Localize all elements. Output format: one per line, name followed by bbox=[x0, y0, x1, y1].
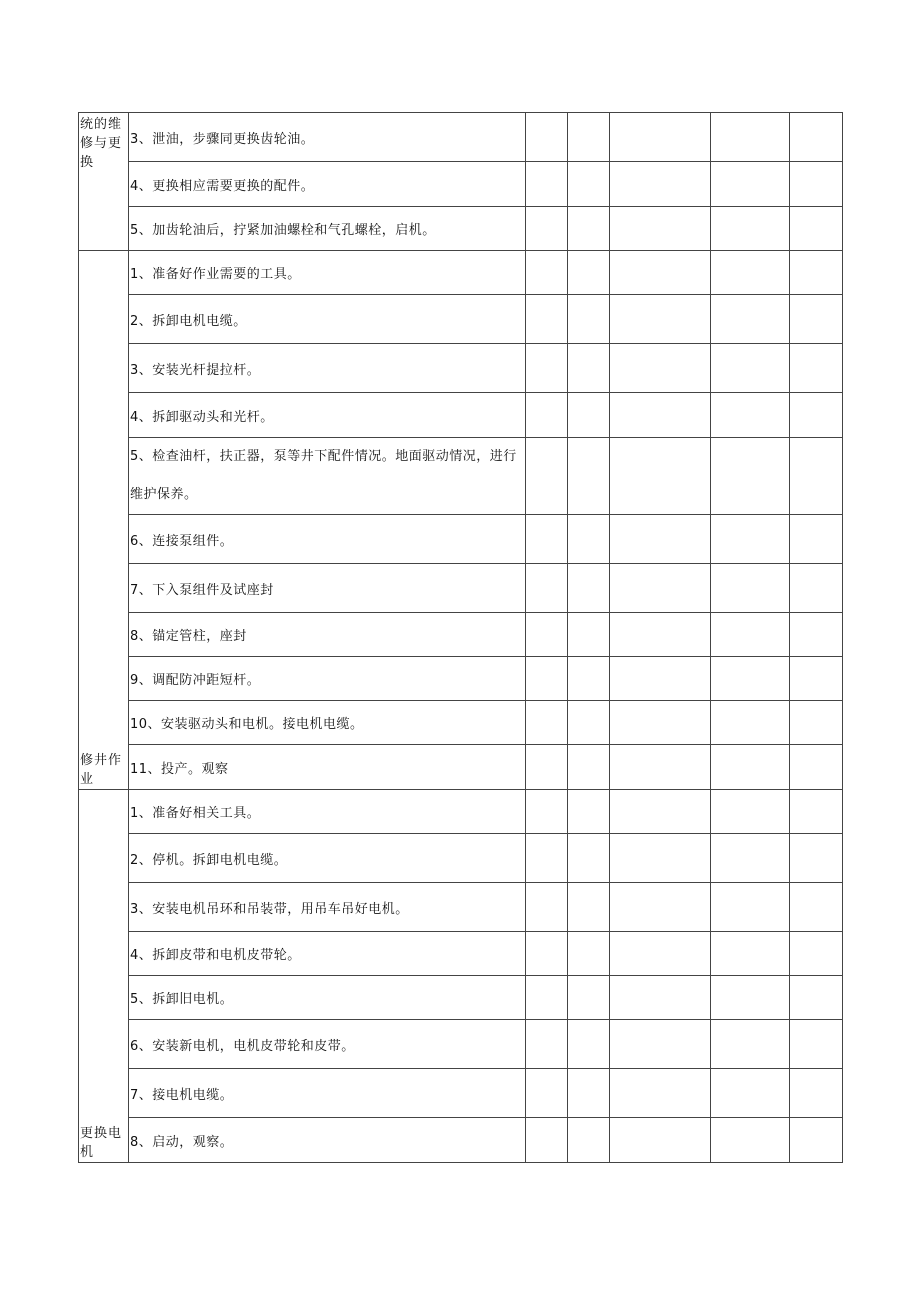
table-row bbox=[79, 251, 843, 295]
blank-cell bbox=[711, 393, 790, 438]
blank-cell bbox=[711, 251, 790, 295]
blank-cell bbox=[610, 1118, 711, 1163]
blank-cell bbox=[790, 883, 843, 932]
blank-cell bbox=[711, 438, 790, 515]
step-cell: 6、连接泵组件。 bbox=[129, 515, 526, 564]
blank-cell bbox=[526, 564, 568, 613]
blank-cell bbox=[610, 113, 711, 162]
blank-cell bbox=[526, 1020, 568, 1069]
blank-cell bbox=[568, 564, 610, 613]
blank-cell bbox=[711, 1020, 790, 1069]
blank-cell bbox=[711, 207, 790, 251]
table-row bbox=[79, 1118, 843, 1163]
step-cell: 4、拆卸皮带和电机皮带轮。 bbox=[129, 932, 526, 976]
table-row bbox=[79, 515, 843, 564]
table-row bbox=[79, 113, 843, 162]
step-cell: 5、加齿轮油后，拧紧加油螺栓和气孔螺栓，启机。 bbox=[129, 207, 526, 251]
blank-cell bbox=[711, 745, 790, 790]
blank-cell bbox=[610, 344, 711, 393]
blank-cell bbox=[610, 976, 711, 1020]
blank-cell bbox=[711, 1118, 790, 1163]
blank-cell bbox=[526, 613, 568, 657]
blank-cell bbox=[568, 1020, 610, 1069]
blank-cell bbox=[610, 745, 711, 790]
table-row bbox=[79, 438, 843, 515]
blank-cell bbox=[610, 515, 711, 564]
blank-cell bbox=[568, 1069, 610, 1118]
step-cell: 9、调配防冲距短杆。 bbox=[129, 657, 526, 701]
blank-cell bbox=[711, 790, 790, 834]
blank-cell bbox=[568, 207, 610, 251]
table-row bbox=[79, 162, 843, 207]
blank-cell bbox=[610, 564, 711, 613]
blank-cell bbox=[711, 1069, 790, 1118]
blank-cell bbox=[526, 515, 568, 564]
blank-cell bbox=[568, 438, 610, 515]
blank-cell bbox=[711, 515, 790, 564]
table-row bbox=[79, 1020, 843, 1069]
blank-cell bbox=[526, 932, 568, 976]
blank-cell bbox=[790, 344, 843, 393]
step-cell: 1、准备好相关工具。 bbox=[129, 790, 526, 834]
maintenance-procedure-table bbox=[78, 112, 843, 1163]
table-row bbox=[79, 701, 843, 745]
blank-cell bbox=[790, 1069, 843, 1118]
blank-cell bbox=[610, 701, 711, 745]
blank-cell bbox=[526, 701, 568, 745]
blank-cell bbox=[790, 295, 843, 344]
step-cell: 1、准备好作业需要的工具。 bbox=[129, 251, 526, 295]
blank-cell bbox=[790, 251, 843, 295]
blank-cell bbox=[790, 701, 843, 745]
step-cell: 8、锚定管柱，座封 bbox=[129, 613, 526, 657]
blank-cell bbox=[711, 162, 790, 207]
blank-cell bbox=[526, 1069, 568, 1118]
blank-cell bbox=[526, 344, 568, 393]
table-row bbox=[79, 295, 843, 344]
blank-cell bbox=[568, 393, 610, 438]
blank-cell bbox=[711, 657, 790, 701]
blank-cell bbox=[526, 834, 568, 883]
step-cell: 10、安装驱动头和电机。接电机电缆。 bbox=[129, 701, 526, 745]
blank-cell bbox=[790, 1020, 843, 1069]
blank-cell bbox=[610, 932, 711, 976]
table-row bbox=[79, 834, 843, 883]
blank-cell bbox=[790, 564, 843, 613]
blank-cell bbox=[610, 1069, 711, 1118]
blank-cell bbox=[568, 613, 610, 657]
step-cell: 7、下入泵组件及试座封 bbox=[129, 564, 526, 613]
blank-cell bbox=[526, 113, 568, 162]
blank-cell bbox=[526, 657, 568, 701]
blank-cell bbox=[526, 393, 568, 438]
step-cell: 4、更换相应需要更换的配件。 bbox=[129, 162, 526, 207]
step-cell: 3、泄油，步骤同更换齿轮油。 bbox=[129, 113, 526, 162]
step-cell: 4、拆卸驱动头和光杆。 bbox=[129, 393, 526, 438]
blank-cell bbox=[568, 834, 610, 883]
blank-cell bbox=[568, 515, 610, 564]
blank-cell bbox=[790, 207, 843, 251]
blank-cell bbox=[790, 613, 843, 657]
blank-cell bbox=[610, 207, 711, 251]
blank-cell bbox=[790, 976, 843, 1020]
blank-cell bbox=[711, 834, 790, 883]
blank-cell bbox=[711, 976, 790, 1020]
blank-cell bbox=[790, 657, 843, 701]
table-row bbox=[79, 393, 843, 438]
blank-cell bbox=[526, 976, 568, 1020]
step-cell: 3、安装电机吊环和吊装带，用吊车吊好电机。 bbox=[129, 883, 526, 932]
blank-cell bbox=[610, 834, 711, 883]
blank-cell bbox=[526, 251, 568, 295]
table-row bbox=[79, 745, 843, 790]
blank-cell bbox=[790, 393, 843, 438]
blank-cell bbox=[568, 1118, 610, 1163]
blank-cell bbox=[711, 701, 790, 745]
blank-cell bbox=[610, 883, 711, 932]
blank-cell bbox=[526, 1118, 568, 1163]
blank-cell bbox=[568, 976, 610, 1020]
blank-cell bbox=[568, 883, 610, 932]
step-cell: 2、拆卸电机电缆。 bbox=[129, 295, 526, 344]
table-row bbox=[79, 932, 843, 976]
blank-cell bbox=[790, 1118, 843, 1163]
step-cell: 5、检查油杆，扶正器，泵等井下配件情况。地面驱动情况，进行维护保养。 bbox=[129, 438, 526, 515]
step-cell: 8、启动，观察。 bbox=[129, 1118, 526, 1163]
blank-cell bbox=[610, 1020, 711, 1069]
table-row bbox=[79, 344, 843, 393]
step-cell: 7、接电机电缆。 bbox=[129, 1069, 526, 1118]
step-cell: 3、安装光杆提拉杆。 bbox=[129, 344, 526, 393]
blank-cell bbox=[610, 251, 711, 295]
category-cell: 更换电机 bbox=[79, 790, 129, 1163]
table-row bbox=[79, 207, 843, 251]
blank-cell bbox=[568, 657, 610, 701]
blank-cell bbox=[610, 162, 711, 207]
step-cell: 2、停机。拆卸电机电缆。 bbox=[129, 834, 526, 883]
blank-cell bbox=[610, 790, 711, 834]
blank-cell bbox=[711, 113, 790, 162]
step-cell: 6、安装新电机，电机皮带轮和皮带。 bbox=[129, 1020, 526, 1069]
blank-cell bbox=[568, 701, 610, 745]
blank-cell bbox=[568, 344, 610, 393]
blank-cell bbox=[610, 657, 711, 701]
blank-cell bbox=[790, 790, 843, 834]
blank-cell bbox=[790, 515, 843, 564]
blank-cell bbox=[526, 883, 568, 932]
table-row bbox=[79, 790, 843, 834]
blank-cell bbox=[526, 295, 568, 344]
blank-cell bbox=[610, 438, 711, 515]
blank-cell bbox=[526, 790, 568, 834]
category-cell: 统的维修与更换 bbox=[79, 113, 129, 251]
blank-cell bbox=[568, 162, 610, 207]
blank-cell bbox=[526, 162, 568, 207]
blank-cell bbox=[790, 745, 843, 790]
step-cell: 5、拆卸旧电机。 bbox=[129, 976, 526, 1020]
blank-cell bbox=[711, 295, 790, 344]
blank-cell bbox=[711, 344, 790, 393]
table-row bbox=[79, 657, 843, 701]
blank-cell bbox=[711, 932, 790, 976]
blank-cell bbox=[568, 790, 610, 834]
blank-cell bbox=[790, 834, 843, 883]
blank-cell bbox=[711, 613, 790, 657]
blank-cell bbox=[568, 113, 610, 162]
blank-cell bbox=[610, 295, 711, 344]
blank-cell bbox=[711, 883, 790, 932]
blank-cell bbox=[790, 113, 843, 162]
blank-cell bbox=[568, 251, 610, 295]
blank-cell bbox=[610, 613, 711, 657]
blank-cell bbox=[568, 745, 610, 790]
table-row bbox=[79, 1069, 843, 1118]
blank-cell bbox=[568, 295, 610, 344]
category-cell: 修井作业 bbox=[79, 251, 129, 790]
blank-cell bbox=[526, 207, 568, 251]
table-row bbox=[79, 883, 843, 932]
blank-cell bbox=[790, 162, 843, 207]
blank-cell bbox=[790, 438, 843, 515]
table-row bbox=[79, 564, 843, 613]
blank-cell bbox=[610, 393, 711, 438]
step-cell: 11、投产。观察 bbox=[129, 745, 526, 790]
blank-cell bbox=[711, 564, 790, 613]
blank-cell bbox=[790, 932, 843, 976]
blank-cell bbox=[568, 932, 610, 976]
table-row bbox=[79, 613, 843, 657]
table-row bbox=[79, 976, 843, 1020]
blank-cell bbox=[526, 438, 568, 515]
blank-cell bbox=[526, 745, 568, 790]
